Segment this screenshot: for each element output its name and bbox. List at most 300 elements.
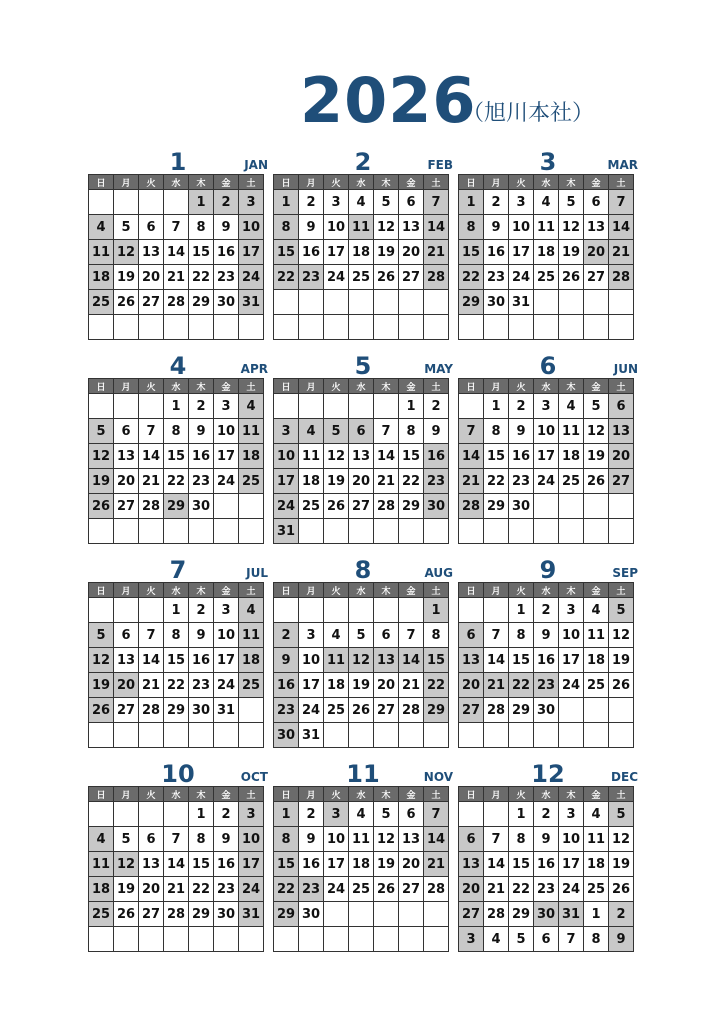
weekday-label: 木 (189, 787, 214, 802)
day-cell: 29 (164, 698, 189, 723)
day-cell: 4 (559, 394, 584, 419)
day-cell: 23 (189, 469, 214, 494)
day-cell: 27 (114, 698, 139, 723)
day-cell: 3 (214, 394, 239, 419)
day-cell: 11 (584, 623, 609, 648)
day-cell (89, 927, 114, 952)
day-cell: 9 (509, 419, 534, 444)
day-cell: 8 (509, 623, 534, 648)
day-cell: 8 (459, 215, 484, 240)
day-cell (399, 290, 424, 315)
day-cell: 10 (324, 827, 349, 852)
day-cell: 17 (274, 469, 299, 494)
weekday-label: 日 (274, 379, 299, 394)
day-cell: 11 (349, 827, 374, 852)
day-cell (164, 802, 189, 827)
day-cell: 9 (189, 419, 214, 444)
day-cell: 3 (559, 802, 584, 827)
week-row (274, 265, 449, 290)
day-cell: 27 (139, 902, 164, 927)
weekday-label: 日 (89, 583, 114, 598)
day-cell: 2 (509, 394, 534, 419)
day-cell: 8 (509, 827, 534, 852)
week-row (274, 623, 449, 648)
day-cell: 10 (299, 648, 324, 673)
month-number: 4 (169, 352, 187, 380)
month-calendar-mar (458, 150, 638, 340)
day-cell (459, 802, 484, 827)
weekday-label: 火 (139, 583, 164, 598)
month-header (458, 762, 638, 786)
month-number: 5 (354, 352, 372, 380)
day-cell: 24 (274, 494, 299, 519)
week-row (89, 444, 264, 469)
weekday-label: 木 (189, 583, 214, 598)
day-cell: 11 (324, 648, 349, 673)
day-cell: 13 (374, 648, 399, 673)
weekday-label: 日 (89, 175, 114, 190)
day-cell: 4 (349, 802, 374, 827)
day-cell: 1 (484, 394, 509, 419)
week-row (459, 623, 634, 648)
day-cell: 31 (509, 290, 534, 315)
week-row (459, 469, 634, 494)
day-cell (424, 902, 449, 927)
weekday-label: 土 (609, 787, 634, 802)
day-cell: 15 (164, 648, 189, 673)
weekday-label: 水 (349, 379, 374, 394)
day-cell (324, 723, 349, 748)
day-cell: 14 (374, 444, 399, 469)
day-cell: 22 (164, 673, 189, 698)
month-header (273, 150, 453, 174)
month-abbrev: MAY (424, 362, 453, 376)
day-cell: 7 (609, 190, 634, 215)
day-cell: 15 (274, 852, 299, 877)
day-cell: 21 (139, 673, 164, 698)
day-cell: 24 (214, 469, 239, 494)
week-row (89, 673, 264, 698)
day-cell: 9 (214, 215, 239, 240)
day-cell: 21 (374, 469, 399, 494)
day-cell (299, 290, 324, 315)
day-cell (214, 723, 239, 748)
day-cell: 15 (509, 648, 534, 673)
weekday-label: 土 (239, 175, 264, 190)
day-cell (139, 598, 164, 623)
week-row (459, 927, 634, 952)
day-cell: 4 (584, 802, 609, 827)
weekday-label: 土 (609, 583, 634, 598)
day-cell: 24 (534, 469, 559, 494)
day-cell: 13 (399, 215, 424, 240)
month-abbrev: JUN (613, 362, 638, 376)
week-row (89, 877, 264, 902)
month-abbrev: DEC (611, 770, 638, 784)
day-cell: 23 (484, 265, 509, 290)
week-row (459, 215, 634, 240)
day-cell: 5 (374, 802, 399, 827)
week-row (459, 902, 634, 927)
week-row (274, 723, 449, 748)
day-cell: 6 (114, 419, 139, 444)
day-cell: 29 (189, 290, 214, 315)
day-cell: 23 (189, 673, 214, 698)
day-cell: 29 (484, 494, 509, 519)
day-cell: 7 (374, 419, 399, 444)
day-cell: 11 (239, 419, 264, 444)
day-cell: 27 (584, 265, 609, 290)
day-cell (139, 519, 164, 544)
week-row (274, 698, 449, 723)
day-cell: 21 (139, 469, 164, 494)
day-cell: 15 (424, 648, 449, 673)
day-cell: 4 (534, 190, 559, 215)
day-cell: 17 (324, 240, 349, 265)
day-cell: 2 (189, 598, 214, 623)
day-cell (399, 927, 424, 952)
day-cell: 18 (584, 648, 609, 673)
day-cell (374, 902, 399, 927)
day-cell: 9 (609, 927, 634, 952)
week-row (89, 290, 264, 315)
day-cell: 4 (239, 598, 264, 623)
day-cell: 28 (164, 902, 189, 927)
day-cell: 3 (534, 394, 559, 419)
day-cell: 22 (484, 469, 509, 494)
day-cell: 14 (459, 444, 484, 469)
day-cell: 5 (114, 827, 139, 852)
day-cell: 12 (114, 852, 139, 877)
day-cell: 17 (239, 852, 264, 877)
day-cell: 19 (609, 648, 634, 673)
day-cell (274, 394, 299, 419)
day-cell: 23 (214, 877, 239, 902)
day-cell (89, 190, 114, 215)
day-cell (274, 927, 299, 952)
day-cell (534, 494, 559, 519)
day-cell: 23 (534, 673, 559, 698)
day-cell: 24 (509, 265, 534, 290)
day-cell: 7 (559, 927, 584, 952)
day-cell: 27 (114, 494, 139, 519)
day-cell (374, 723, 399, 748)
weekday-label: 金 (214, 583, 239, 598)
weekday-label: 金 (584, 175, 609, 190)
week-row (274, 648, 449, 673)
day-cell: 23 (299, 877, 324, 902)
day-cell (424, 723, 449, 748)
weekday-label: 月 (299, 379, 324, 394)
day-cell (399, 519, 424, 544)
weekday-label: 土 (609, 379, 634, 394)
day-cell: 12 (324, 444, 349, 469)
day-cell: 27 (139, 290, 164, 315)
day-cell: 28 (459, 494, 484, 519)
week-row (89, 598, 264, 623)
day-cell: 17 (214, 648, 239, 673)
weekday-header-row (274, 787, 449, 802)
weekday-label: 月 (299, 583, 324, 598)
week-row (274, 394, 449, 419)
day-cell: 13 (139, 852, 164, 877)
day-cell (399, 598, 424, 623)
month-abbrev: FEB (427, 158, 453, 172)
day-cell: 20 (114, 469, 139, 494)
day-cell: 5 (349, 623, 374, 648)
weekday-label: 火 (324, 379, 349, 394)
day-cell: 12 (374, 827, 399, 852)
day-cell (374, 598, 399, 623)
month-calendar-may (273, 354, 453, 544)
day-cell: 2 (424, 394, 449, 419)
day-cell: 18 (534, 240, 559, 265)
week-row (274, 240, 449, 265)
month-calendar-apr (88, 354, 268, 544)
day-cell: 28 (139, 494, 164, 519)
day-cell: 24 (299, 698, 324, 723)
week-row (459, 394, 634, 419)
day-cell: 29 (509, 902, 534, 927)
day-cell: 13 (459, 852, 484, 877)
day-cell: 25 (534, 265, 559, 290)
day-cell: 21 (399, 673, 424, 698)
day-cell (114, 927, 139, 952)
day-cell: 15 (484, 444, 509, 469)
day-cell (374, 927, 399, 952)
month-table (88, 582, 264, 748)
week-row (459, 648, 634, 673)
day-cell: 23 (274, 698, 299, 723)
day-cell (459, 315, 484, 340)
day-cell: 4 (89, 215, 114, 240)
day-cell: 15 (274, 240, 299, 265)
week-row (89, 519, 264, 544)
weekday-header-row (274, 583, 449, 598)
weekday-label: 月 (484, 583, 509, 598)
weekday-label: 木 (559, 175, 584, 190)
day-cell: 26 (584, 469, 609, 494)
day-cell: 14 (609, 215, 634, 240)
day-cell (584, 723, 609, 748)
day-cell: 12 (559, 215, 584, 240)
weekday-label: 水 (534, 379, 559, 394)
day-cell: 11 (89, 852, 114, 877)
day-cell: 20 (399, 240, 424, 265)
day-cell: 1 (164, 598, 189, 623)
day-cell: 25 (349, 265, 374, 290)
day-cell: 26 (374, 877, 399, 902)
day-cell: 2 (534, 802, 559, 827)
day-cell: 8 (274, 827, 299, 852)
day-cell: 13 (399, 827, 424, 852)
weekday-label: 日 (459, 379, 484, 394)
day-cell: 22 (509, 877, 534, 902)
day-cell: 8 (189, 215, 214, 240)
year-title: 2026 (300, 64, 477, 137)
day-cell (274, 315, 299, 340)
day-cell: 19 (324, 469, 349, 494)
weekday-label: 日 (89, 379, 114, 394)
month-abbrev: AUG (424, 566, 453, 580)
month-table (273, 786, 449, 952)
day-cell (164, 315, 189, 340)
day-cell (374, 394, 399, 419)
day-cell (459, 598, 484, 623)
day-cell: 26 (89, 494, 114, 519)
day-cell (89, 802, 114, 827)
day-cell: 24 (324, 877, 349, 902)
weekday-label: 水 (164, 583, 189, 598)
day-cell: 7 (139, 623, 164, 648)
weekday-header-row (459, 787, 634, 802)
day-cell: 18 (324, 673, 349, 698)
day-cell: 26 (89, 698, 114, 723)
day-cell: 30 (299, 902, 324, 927)
day-cell: 16 (509, 444, 534, 469)
day-cell: 22 (189, 877, 214, 902)
weekday-label: 日 (274, 175, 299, 190)
day-cell: 21 (484, 877, 509, 902)
week-row (89, 315, 264, 340)
day-cell (274, 290, 299, 315)
month-number: 9 (539, 556, 557, 584)
day-cell: 15 (164, 444, 189, 469)
day-cell (239, 315, 264, 340)
day-cell (114, 598, 139, 623)
day-cell: 16 (189, 444, 214, 469)
day-cell: 30 (274, 723, 299, 748)
weekday-label: 水 (164, 175, 189, 190)
week-row (459, 444, 634, 469)
month-header (273, 354, 453, 378)
day-cell: 7 (164, 215, 189, 240)
week-row (274, 852, 449, 877)
day-cell (139, 802, 164, 827)
day-cell: 19 (114, 265, 139, 290)
day-cell: 11 (349, 215, 374, 240)
month-header (88, 354, 268, 378)
day-cell (534, 315, 559, 340)
day-cell (164, 190, 189, 215)
day-cell: 19 (89, 469, 114, 494)
weekday-label: 火 (324, 787, 349, 802)
day-cell: 1 (584, 902, 609, 927)
day-cell (164, 519, 189, 544)
week-row (459, 698, 634, 723)
day-cell: 7 (484, 623, 509, 648)
day-cell: 8 (424, 623, 449, 648)
day-cell: 13 (114, 648, 139, 673)
day-cell: 4 (89, 827, 114, 852)
day-cell (584, 315, 609, 340)
day-cell: 2 (299, 190, 324, 215)
day-cell: 31 (214, 698, 239, 723)
day-cell (509, 519, 534, 544)
day-cell: 1 (189, 190, 214, 215)
day-cell: 24 (214, 673, 239, 698)
weekday-label: 土 (239, 787, 264, 802)
week-row (274, 419, 449, 444)
day-cell: 13 (114, 444, 139, 469)
day-cell: 2 (534, 598, 559, 623)
day-cell (424, 315, 449, 340)
day-cell: 5 (509, 927, 534, 952)
day-cell: 8 (189, 827, 214, 852)
day-cell: 12 (609, 623, 634, 648)
day-cell: 2 (299, 802, 324, 827)
month-number: 12 (531, 760, 565, 788)
week-row (459, 190, 634, 215)
day-cell: 8 (274, 215, 299, 240)
day-cell: 31 (239, 902, 264, 927)
day-cell: 2 (189, 394, 214, 419)
day-cell: 21 (424, 852, 449, 877)
day-cell: 12 (89, 444, 114, 469)
day-cell: 10 (274, 444, 299, 469)
day-cell: 28 (374, 494, 399, 519)
day-cell: 13 (139, 240, 164, 265)
day-cell: 4 (299, 419, 324, 444)
day-cell: 1 (399, 394, 424, 419)
day-cell: 25 (299, 494, 324, 519)
day-cell (189, 315, 214, 340)
day-cell (349, 290, 374, 315)
day-cell: 11 (89, 240, 114, 265)
weekday-label: 月 (114, 175, 139, 190)
day-cell (139, 315, 164, 340)
day-cell (459, 519, 484, 544)
day-cell (584, 698, 609, 723)
day-cell: 6 (459, 827, 484, 852)
day-cell: 5 (89, 623, 114, 648)
day-cell: 30 (214, 290, 239, 315)
weekday-label: 木 (374, 379, 399, 394)
day-cell: 11 (299, 444, 324, 469)
day-cell: 16 (424, 444, 449, 469)
day-cell (324, 290, 349, 315)
day-cell: 12 (114, 240, 139, 265)
day-cell (509, 315, 534, 340)
office-subtitle: （旭川本社） (462, 101, 595, 126)
day-cell (609, 315, 634, 340)
day-cell: 18 (89, 265, 114, 290)
day-cell: 6 (399, 802, 424, 827)
day-cell: 21 (164, 265, 189, 290)
day-cell (299, 315, 324, 340)
weekday-label: 日 (459, 787, 484, 802)
week-row (89, 623, 264, 648)
weekday-header-row (89, 787, 264, 802)
day-cell: 1 (189, 802, 214, 827)
day-cell: 1 (424, 598, 449, 623)
day-cell (214, 494, 239, 519)
week-row (274, 802, 449, 827)
day-cell: 29 (459, 290, 484, 315)
day-cell: 6 (114, 623, 139, 648)
day-cell: 27 (459, 902, 484, 927)
day-cell: 14 (164, 852, 189, 877)
day-cell: 3 (324, 190, 349, 215)
day-cell (239, 698, 264, 723)
month-abbrev: NOV (423, 770, 453, 784)
day-cell (374, 290, 399, 315)
day-cell: 9 (214, 827, 239, 852)
month-abbrev: SEP (612, 566, 638, 580)
month-table (458, 786, 634, 952)
day-cell (559, 290, 584, 315)
day-cell: 30 (534, 698, 559, 723)
